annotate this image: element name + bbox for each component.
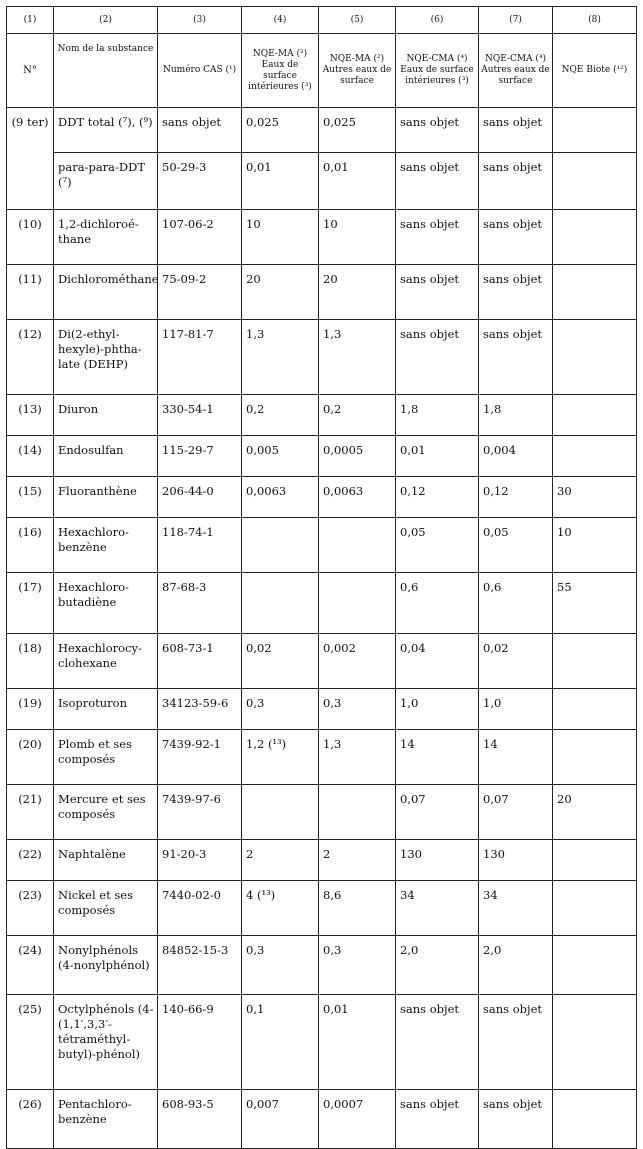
cell-cma-inland: 1,0 xyxy=(396,689,479,730)
table-row xyxy=(7,210,637,265)
cell-substance-name: Dichlorométhane xyxy=(54,265,158,320)
header-substance-name: Nom de la substance xyxy=(54,34,158,108)
cell-no: (12) xyxy=(7,320,54,395)
cell-cma-inland: 0,01 xyxy=(396,436,479,477)
cell-cas: 330-54-1 xyxy=(158,395,242,436)
cell-ma-inland: 0,1 xyxy=(242,995,319,1090)
cell-cma-inland: sans objet xyxy=(396,1090,479,1149)
cell-cma-inland: 0,07 xyxy=(396,785,479,840)
cell-no: (20) xyxy=(7,730,54,785)
cell-no: (13) xyxy=(7,395,54,436)
cell-cas: 7440-02-0 xyxy=(158,881,242,936)
table-row xyxy=(7,730,637,785)
cell-ma-inland: 1,3 xyxy=(242,320,319,395)
cell-no: (21) xyxy=(7,785,54,840)
cell-substance-name: DDT total (⁷), (⁹) xyxy=(54,108,158,153)
cell-no: (9 ter) xyxy=(7,108,54,210)
column-number: (2) xyxy=(54,7,158,34)
column-number: (8) xyxy=(553,7,637,34)
cell-cma-inland: 1,8 xyxy=(396,395,479,436)
cell-ma-other: 0,2 xyxy=(319,395,396,436)
cell-substance-name: Hexachloro-benzène xyxy=(54,518,158,573)
table-row xyxy=(7,518,637,573)
table-row xyxy=(7,573,637,634)
cell-biota xyxy=(553,634,637,689)
cell-ma-other: 0,01 xyxy=(319,153,396,210)
cell-substance-name: Endosulfan xyxy=(54,436,158,477)
header-nqe-cma-other: NQE-CMA (⁴) Autres eaux de surface xyxy=(479,34,553,108)
cell-ma-other: 0,3 xyxy=(319,689,396,730)
cell-cma-other: 0,02 xyxy=(479,634,553,689)
cell-substance-name: Nickel et ses composés xyxy=(54,881,158,936)
cell-biota: 30 xyxy=(553,477,637,518)
cell-cma-inland: sans objet xyxy=(396,265,479,320)
cell-ma-other xyxy=(319,518,396,573)
cell-ma-inland: 1,2 (¹³) xyxy=(242,730,319,785)
cell-substance-name: Fluoranthène xyxy=(54,477,158,518)
cell-ma-inland: 4 (¹³) xyxy=(242,881,319,936)
cell-cma-other: 0,6 xyxy=(479,573,553,634)
cell-ma-inland: 20 xyxy=(242,265,319,320)
cell-no: (23) xyxy=(7,881,54,936)
cell-cas: 117-81-7 xyxy=(158,320,242,395)
cell-no: (25) xyxy=(7,995,54,1090)
cell-no: (14) xyxy=(7,436,54,477)
cell-cma-other: 34 xyxy=(479,881,553,936)
cell-substance-name: Hexachloro-butadiène xyxy=(54,573,158,634)
cell-ma-other: 1,3 xyxy=(319,730,396,785)
cell-ma-other: 2 xyxy=(319,840,396,881)
cell-substance-name: Plomb et ses composés xyxy=(54,730,158,785)
cell-cma-other: 0,05 xyxy=(479,518,553,573)
cell-ma-inland: 0,01 xyxy=(242,153,319,210)
table-row xyxy=(7,108,637,153)
cell-cma-other: sans objet xyxy=(479,265,553,320)
cell-biota xyxy=(553,881,637,936)
header-nqe-cma-inland: NQE-CMA (⁴) Eaux de surface intérieures (³) xyxy=(396,34,479,108)
cell-biota xyxy=(553,265,637,320)
cell-cma-other: 2,0 xyxy=(479,936,553,995)
cell-cas: 7439-92-1 xyxy=(158,730,242,785)
cell-substance-name: Nonylphénols (4-nonylphénol) xyxy=(54,936,158,995)
cell-ma-other: 0,01 xyxy=(319,995,396,1090)
cell-no: (24) xyxy=(7,936,54,995)
column-number-row xyxy=(7,7,637,34)
cell-biota xyxy=(553,936,637,995)
header-cas-number: Numéro CAS (¹) xyxy=(158,34,242,108)
cell-no: (11) xyxy=(7,265,54,320)
table-row xyxy=(7,395,637,436)
cell-cma-inland: 0,6 xyxy=(396,573,479,634)
cell-cma-other: 0,12 xyxy=(479,477,553,518)
table-row xyxy=(7,320,637,395)
cell-cma-inland: sans objet xyxy=(396,995,479,1090)
cell-ma-inland: 0,007 xyxy=(242,1090,319,1149)
cell-ma-other xyxy=(319,573,396,634)
cell-ma-other: 1,3 xyxy=(319,320,396,395)
cell-biota xyxy=(553,689,637,730)
cell-cma-other: sans objet xyxy=(479,153,553,210)
cell-cma-other: sans objet xyxy=(479,320,553,395)
cell-cma-other: sans objet xyxy=(479,108,553,153)
cell-cas: 91-20-3 xyxy=(158,840,242,881)
table-row xyxy=(7,1090,637,1149)
cell-cma-other: sans objet xyxy=(479,1090,553,1149)
cell-substance-name: Octylphénols (4-(1,1′,3,3′-tétraméthyl-butyl)-phénol) xyxy=(54,995,158,1090)
cell-cma-other: 0,004 xyxy=(479,436,553,477)
cell-cas: 84852-15-3 xyxy=(158,936,242,995)
cell-ma-other: 10 xyxy=(319,210,396,265)
table-row xyxy=(7,840,637,881)
cell-substance-name: Pentachloro-benzène xyxy=(54,1090,158,1149)
cell-no: (10) xyxy=(7,210,54,265)
cell-ma-inland: 0,005 xyxy=(242,436,319,477)
cell-cma-inland: 0,12 xyxy=(396,477,479,518)
cell-cma-other: 14 xyxy=(479,730,553,785)
cell-cas: 87-68-3 xyxy=(158,573,242,634)
cell-ma-inland: 0,3 xyxy=(242,936,319,995)
cell-cma-other: 130 xyxy=(479,840,553,881)
cell-substance-name: Diuron xyxy=(54,395,158,436)
cell-cma-inland: sans objet xyxy=(396,320,479,395)
cell-substance-name: Naphtalène xyxy=(54,840,158,881)
header-nqe-biota: NQE Biote (¹²) xyxy=(553,34,637,108)
cell-biota xyxy=(553,210,637,265)
column-number: (5) xyxy=(319,7,396,34)
cell-substance-name: para-para-DDT (⁷) xyxy=(54,153,158,210)
cell-cas: 206-44-0 xyxy=(158,477,242,518)
header-no: N° xyxy=(7,34,54,108)
cell-cma-inland: 34 xyxy=(396,881,479,936)
cell-ma-inland xyxy=(242,573,319,634)
cell-no: (19) xyxy=(7,689,54,730)
header-nqe-ma-other: NQE-MA (²) Autres eaux de surface xyxy=(319,34,396,108)
cell-biota: 20 xyxy=(553,785,637,840)
cell-cas: 140-66-9 xyxy=(158,995,242,1090)
cell-cma-inland: sans objet xyxy=(396,210,479,265)
cell-cma-inland: 2,0 xyxy=(396,936,479,995)
table-row xyxy=(7,477,637,518)
cell-cma-other: sans objet xyxy=(479,210,553,265)
cell-substance-name: Di(2-ethyl-hexyle)-phtha-late (DEHP) xyxy=(54,320,158,395)
cell-ma-other: 0,0005 xyxy=(319,436,396,477)
cell-cma-other: 0,07 xyxy=(479,785,553,840)
cell-ma-other: 8,6 xyxy=(319,881,396,936)
column-number: (4) xyxy=(242,7,319,34)
column-number: (7) xyxy=(479,7,553,34)
cell-no: (15) xyxy=(7,477,54,518)
cell-cma-inland: 130 xyxy=(396,840,479,881)
cell-cma-other: 1,0 xyxy=(479,689,553,730)
cell-cas: sans objet xyxy=(158,108,242,153)
cell-cma-inland: 14 xyxy=(396,730,479,785)
cell-cas: 118-74-1 xyxy=(158,518,242,573)
cell-ma-other: 0,0007 xyxy=(319,1090,396,1149)
cell-ma-inland: 0,02 xyxy=(242,634,319,689)
cell-cas: 7439-97-6 xyxy=(158,785,242,840)
cell-cas: 50-29-3 xyxy=(158,153,242,210)
cell-substance-name: Hexachlorocy-clohexane xyxy=(54,634,158,689)
column-number: (1) xyxy=(7,7,54,34)
cell-ma-inland xyxy=(242,785,319,840)
cell-biota xyxy=(553,730,637,785)
cell-ma-inland: 0,2 xyxy=(242,395,319,436)
cell-ma-other: 0,002 xyxy=(319,634,396,689)
cell-no: (17) xyxy=(7,573,54,634)
cell-biota xyxy=(553,395,637,436)
cell-biota: 10 xyxy=(553,518,637,573)
cell-no: (18) xyxy=(7,634,54,689)
table-row xyxy=(7,265,637,320)
cell-cma-inland: sans objet xyxy=(396,153,479,210)
cell-no: (22) xyxy=(7,840,54,881)
table-row xyxy=(7,634,637,689)
cell-ma-inland: 0,0063 xyxy=(242,477,319,518)
cell-biota xyxy=(553,436,637,477)
cell-biota xyxy=(553,840,637,881)
cell-cma-inland: sans objet xyxy=(396,108,479,153)
header-nqe-ma-inland: NQE-MA (²) Eaux de surface intérieures (³) xyxy=(242,34,319,108)
table-row xyxy=(7,785,637,840)
header-row xyxy=(7,34,637,108)
cell-ma-inland: 0,3 xyxy=(242,689,319,730)
cell-cas: 107-06-2 xyxy=(158,210,242,265)
column-number: (3) xyxy=(158,7,242,34)
cell-ma-inland: 0,025 xyxy=(242,108,319,153)
cell-cma-inland: 0,05 xyxy=(396,518,479,573)
cell-ma-inland xyxy=(242,518,319,573)
column-number: (6) xyxy=(396,7,479,34)
table-row xyxy=(7,436,637,477)
cell-cas: 115-29-7 xyxy=(158,436,242,477)
cell-cma-inland: 0,04 xyxy=(396,634,479,689)
cell-substance-name: Isoproturon xyxy=(54,689,158,730)
cell-biota xyxy=(553,1090,637,1149)
cell-cas: 608-93-5 xyxy=(158,1090,242,1149)
table-row xyxy=(7,936,637,995)
cell-cas: 608-73-1 xyxy=(158,634,242,689)
cell-ma-inland: 10 xyxy=(242,210,319,265)
cell-substance-name: Mercure et ses composés xyxy=(54,785,158,840)
table-row xyxy=(7,153,637,210)
cell-ma-other xyxy=(319,785,396,840)
cell-cma-other: sans objet xyxy=(479,995,553,1090)
substances-table xyxy=(6,6,637,1149)
cell-cma-other: 1,8 xyxy=(479,395,553,436)
cell-ma-other: 0,0063 xyxy=(319,477,396,518)
cell-biota xyxy=(553,995,637,1090)
cell-cas: 34123-59-6 xyxy=(158,689,242,730)
cell-biota xyxy=(553,320,637,395)
cell-ma-inland: 2 xyxy=(242,840,319,881)
cell-no: (26) xyxy=(7,1090,54,1149)
cell-ma-other: 0,3 xyxy=(319,936,396,995)
cell-no: (16) xyxy=(7,518,54,573)
cell-biota xyxy=(553,153,637,210)
cell-cas: 75-09-2 xyxy=(158,265,242,320)
cell-ma-other: 20 xyxy=(319,265,396,320)
table-row xyxy=(7,689,637,730)
table-row xyxy=(7,995,637,1090)
cell-biota: 55 xyxy=(553,573,637,634)
cell-biota xyxy=(553,108,637,153)
table-row xyxy=(7,881,637,936)
cell-ma-other: 0,025 xyxy=(319,108,396,153)
cell-substance-name: 1,2-dichloroé-thane xyxy=(54,210,158,265)
